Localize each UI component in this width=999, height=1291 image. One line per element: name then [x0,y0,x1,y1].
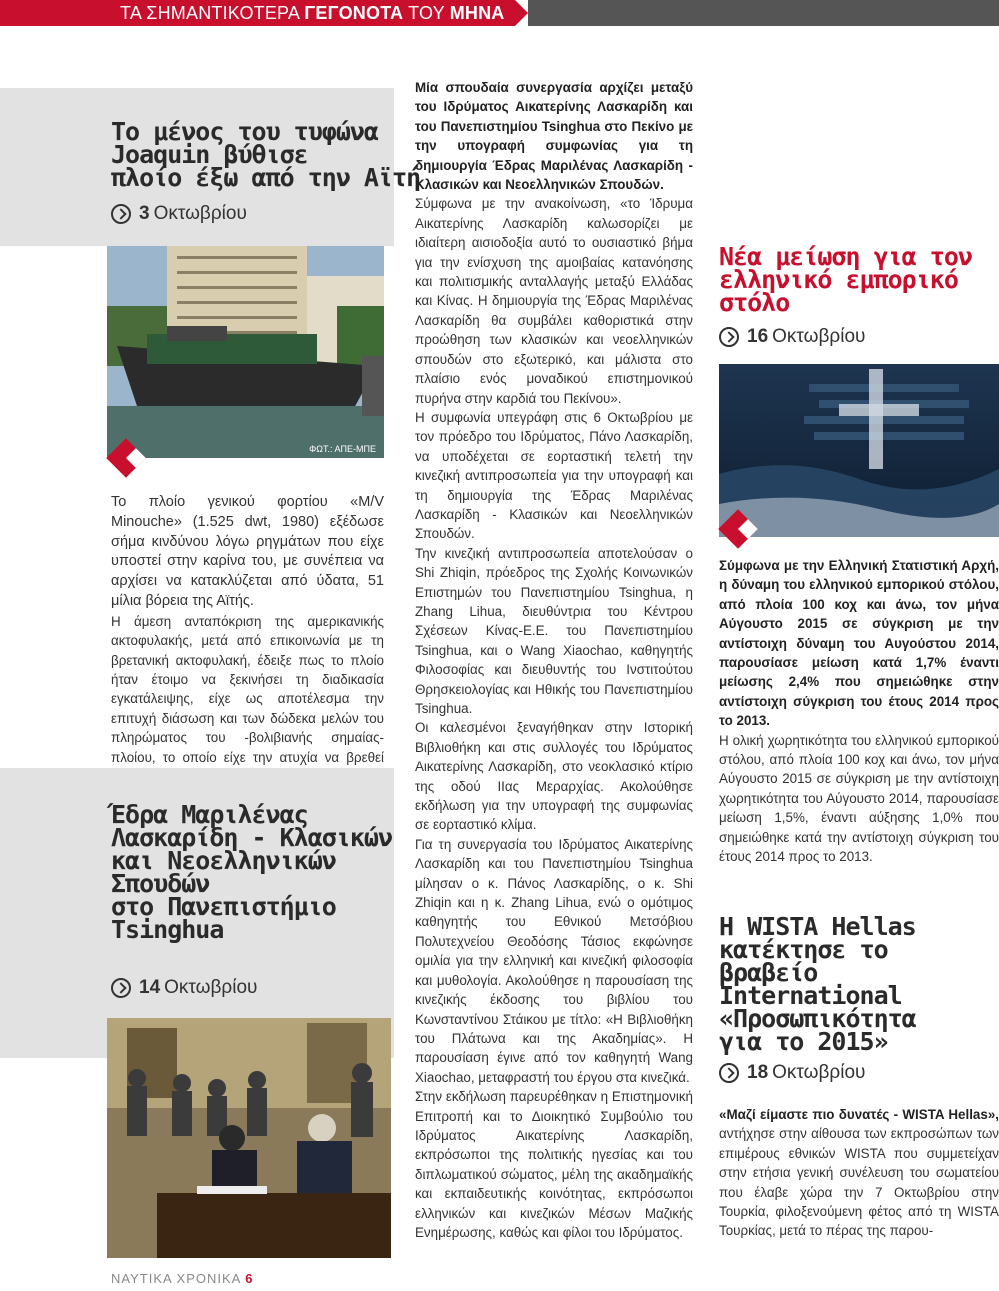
greek-flag-photo [719,364,999,537]
headline-line: για το 2015» [719,1027,888,1056]
headline-line: «Προσωπικότητα [719,1004,916,1033]
headline-line: Tsinghua [111,915,224,944]
article-lead: Μία σπουδαία συνεργασία αρχίζει μεταξύ του Ιδρύματος Αικατερίνης Λασκαρίδη και του Πανεπιστημίου Tsinghua στο Πεκίνο με την υπογραφή συμφωνίας για τη δημιουργία Έδρας Μαριλένας Λασκαρίδη - Κλασικών και Νεοελληνικών Σπουδών. [415,80,693,193]
headline-line: Νέα μείωση για τον [719,242,972,271]
article-paragraph: Η άμεση ανταπόκριση της αμερικανικής ακτοφυλακής, μετά από επικοινωνία με τη βρετανική ακτοφυλακή, έδειξε πως το πλοίο ήταν έτοιμο να ξεκινήσει τη διαδικασία εγκατάλειψης, είχε ως αποτέλεσμα την επιτυχή διάσωση και των δώδεκα μελών του πληρώματος του -βολιβιανής σημαίας- πλοίου, το οποίο είχε την ατυχία να βρεθεί [111,613,384,765]
page-number: 6 [245,1271,254,1286]
page-footer [111,1271,254,1286]
headline-line: ελληνικό εμπορικό [719,265,958,294]
signing-ceremony-image [107,1018,391,1258]
title-part: ΤΑ ΣΗΜΑΝΤΙΚΟΤΕΡΑ [120,3,305,23]
article-body-fleet [719,556,999,867]
title-bold: ΓΕΓΟΝΟΤΑ [304,3,404,23]
arrow-right-icon [111,204,131,224]
article-headline-wista [719,912,999,1056]
date-day: 18 [747,1062,769,1083]
article-date [719,326,865,348]
date-day: 16 [747,326,769,347]
headline-line: στόλο [719,288,790,317]
lead-rest: αντήχησε στην αίθουσα των εκπροσώπων των επιμέρους εθνικών WISTA που συμμετείχαν στην ετήσια γενική συνέλευση του σωματείου που έλαβε χώρα την 7 Οκτωβρίου στην Τουρκία, φιλοξενούμενη φέτος από τη WISTA Τουρκίας, μετά το πέρας της παρου- [719,1126,999,1239]
article-paragraph: Για τη συνεργασία του Ιδρύματος Αικατερίνης Λασκαρίδη και του Πανεπιστημίου Tsinghua μίλησαν ο κ. Πάνος Λασκαρίδης, ο κ. Shi Zhiqin και η κ. Zhang Lihua, ενώ ο ομότιμος καθηγητής του Εθνικού Μετσόβιου Πολυτεχνείου Θεοδόσης Τάσιος εκφώνησε ομιλία για την ελληνική και κινεζική φιλοσοφία και μυθολογία. Ακολούθησε η παρουσίαση της κινεζικής έκδοσης του βιβλίου του Κωνσταντίνου Στάικου με τίτλο: «Η Βιβλιοθήκη του Πλάτωνα και της Ακαδημίας». Η παρουσίαση έγινε από τον καθηγητή Wang Xiaochao, μεταφραστή του έργου στα κινεζικά. [415,836,693,1085]
arrow-right-icon [111,978,131,998]
article-body-typhoon [111,493,384,786]
article-lead: Το πλοίο γενικού φορτίου «M/V Minouche» (1.525 dwt, 1980) εξέδωσε σήμα κινδύνου λόγω ρηγμάτων που είχε υποστεί στην καρίνα του, με συνέπεια να αρχίσει να κατακλύζεται από ύδατα, 51 μίλια βόρεια της Αϊτής. [111,494,384,609]
article-headline-typhoon [111,117,421,192]
header-grey-band [528,0,999,26]
article-lead [719,1105,999,1241]
headline-line: Το μένος του τυφώνα [111,117,378,146]
title-bold: ΜΗΝΑ [449,3,505,23]
date-day: 3 [139,203,150,224]
article-paragraph: Η ολική χωρητικότητα του ελληνικού εμπορικού στόλου, από πλοία 100 κοχ και άνω, τον μήνα Αύγουστο 2015 σε σύγκριση με την αντίστοιχη χωρητικότητα του Αύγουστο 2014, παρουσίασε μείωση 1,5%, έναντι αύξησης 1,0% που σημειώθηκε κατά την αντίστοιχη σύγκριση του έτους 2014 προς το 2013. [719,732,999,865]
section-header-bar [0,0,999,26]
headline-line: και Νεοελληνικών [111,846,336,875]
headline-line: Η WISTA Hellas [719,912,916,941]
article-paragraph: Η συμφωνία υπεγράφη στις 6 Οκτωβρίου με τον πρόεδρο του Ιδρύματος, Πάνο Λασκαρίδη, να υποδέχεται σε εορταστική τελετή την κινεζική αντιπροσωπεία για την υπογραφή και τη δημιουργία της Έδρας Μαριλένας Λασκαρίδη - Κλασικών και Νεοελληνικών Σπουδών. [415,409,693,542]
article-paragraph: Οι καλεσμένοι ξεναγήθηκαν στην Ιστορική Βιβλιοθήκη και στις συλλογές του Ιδρύματος Αικατερίνης Λασκαρίδη, στο νεοκλασικό κτίριο της οδού ΙΙας Μεραρχίας. Ακολούθησε εκδήλωση για την υπογραφή της συμφωνίας σε εορταστικό κλίμα. [415,720,693,833]
photo-credit: ΦΩΤ.: ΑΠΕ-ΜΠΕ [309,444,376,454]
article-body-tsinghua [415,78,693,1240]
headline-line: International [719,981,902,1010]
date-month: Οκτωβρίου [772,326,866,347]
date-month: Οκτωβρίου [772,1062,866,1083]
headline-line: στο Πανεπιστήμιο [111,892,336,921]
headline-line: Joaquin βύθισε [111,140,308,169]
headline-line: Λασκαρίδη - Κλασικών [111,823,393,852]
headline-line: κατέκτησε το βραβείο [719,935,888,987]
ship-photo [107,246,384,458]
article-headline-tsinghua [111,800,393,944]
date-month: Οκτωβρίου [164,977,258,998]
article-headline-fleet [719,242,972,317]
magazine-name: ΝΑΥΤΙΚΑ ΧΡΟΝΙΚΑ [111,1271,241,1286]
date-month: Οκτωβρίου [153,203,247,224]
article-paragraph: Την κινεζική αντιπροσωπεία αποτελούσαν ο Shi Zhiqin, πρόεδρος της Σχολής Κοινωνικών Επιστημών του Πανεπιστημίου Tsinghua, η Zhang Lihua, διευθύντρια του Κέντρου Σχέσεων Κίνας-Ε.Ε. του Πανεπιστημίου Tsinghua, και ο Wang Xiaochao, καθηγητής Φιλοσοφίας και διευθυντής του Ινστιτούτου Θρησκειολογίας και Ηθικής του Πανεπιστημίου Tsinghua. [415,545,693,716]
headline-line: Σπουδών [111,869,210,898]
date-day: 14 [139,977,161,998]
arrow-right-icon [719,1063,739,1083]
article-body-wista [719,1105,999,1241]
lead-bold: «Μαζί είμαστε πιο δυνατές - WISTA Hellas», [719,1107,999,1122]
article-date [719,1062,865,1084]
section-title [120,3,505,24]
ship-image [107,246,384,458]
title-part: ΤΟΥ [403,3,450,23]
signing-photo [107,1018,391,1258]
flag-sea-image [719,364,999,537]
article-lead: Σύμφωνα με την Ελληνική Στατιστική Αρχή, η δύναμη του ελληνικού εμπορικού στόλου, από πλοία 100 κοχ και άνω, τον μήνα Αύγουστο 2015 σε σύγκριση με την αντίστοιχη δύναμη του Αυγούστου 2014, παρουσίασε μείωση κατά 1,7% έναντι μείωσης 2,4% που σημειώθηκε στην αντίστοιχη σύγκριση του έτους 2014 προς το 2013. [719,558,999,729]
article-paragraph: Σύμφωνα με την ανακοίνωση, «το Ίδρυμα Αικατερίνης Λασκαρίδη καλωσορίζει με ιδιαίτερη αισιοδοξία αυτό το ουσιαστικό βήμα για την ενίσχυση της αμοιβαίας κατανόησης και πολιτισμικής ανταλλαγής μεταξύ Ελλάδας και Κίνας. Η δημιουργία της Έδρας Μαριλένας Λασκαρίδη θα συμβάλει καθοριστικά στην προώθηση των κλασικών και νεοελληνικών σπουδών στο εξωτερικό, και μάλιστα στο πλαίσιο ενός μοναδικού επιστημονικού πυρήνα στην καρδιά του Πεκίνου». [415,196,693,406]
article-date [111,203,247,225]
article-paragraph: Στην εκδήλωση παρευρέθηκαν η Επιστημονική Επιτροπή και το Διοικητικό Συμβούλιο του Ιδρύματος Αικατερίνης Λασκαρίδη, εκπρόσωποι της πολιτικής ηγεσίας και του διπλωματικού σώματος, μέλη της ακαδημαϊκής και εκπαιδευτικής κοινότητας, εκπρόσωποι ελληνικών και κινεζικών Μέσων Μαζικής Ενημέρωσης, καθώς και φίλοι του Ιδρύματος. [415,1089,693,1240]
article-date [111,977,257,999]
headline-line: Έδρα Μαριλένας [111,800,308,829]
arrow-right-icon [719,327,739,347]
headline-line: πλοίο έξω από την Αϊτή [111,163,421,192]
